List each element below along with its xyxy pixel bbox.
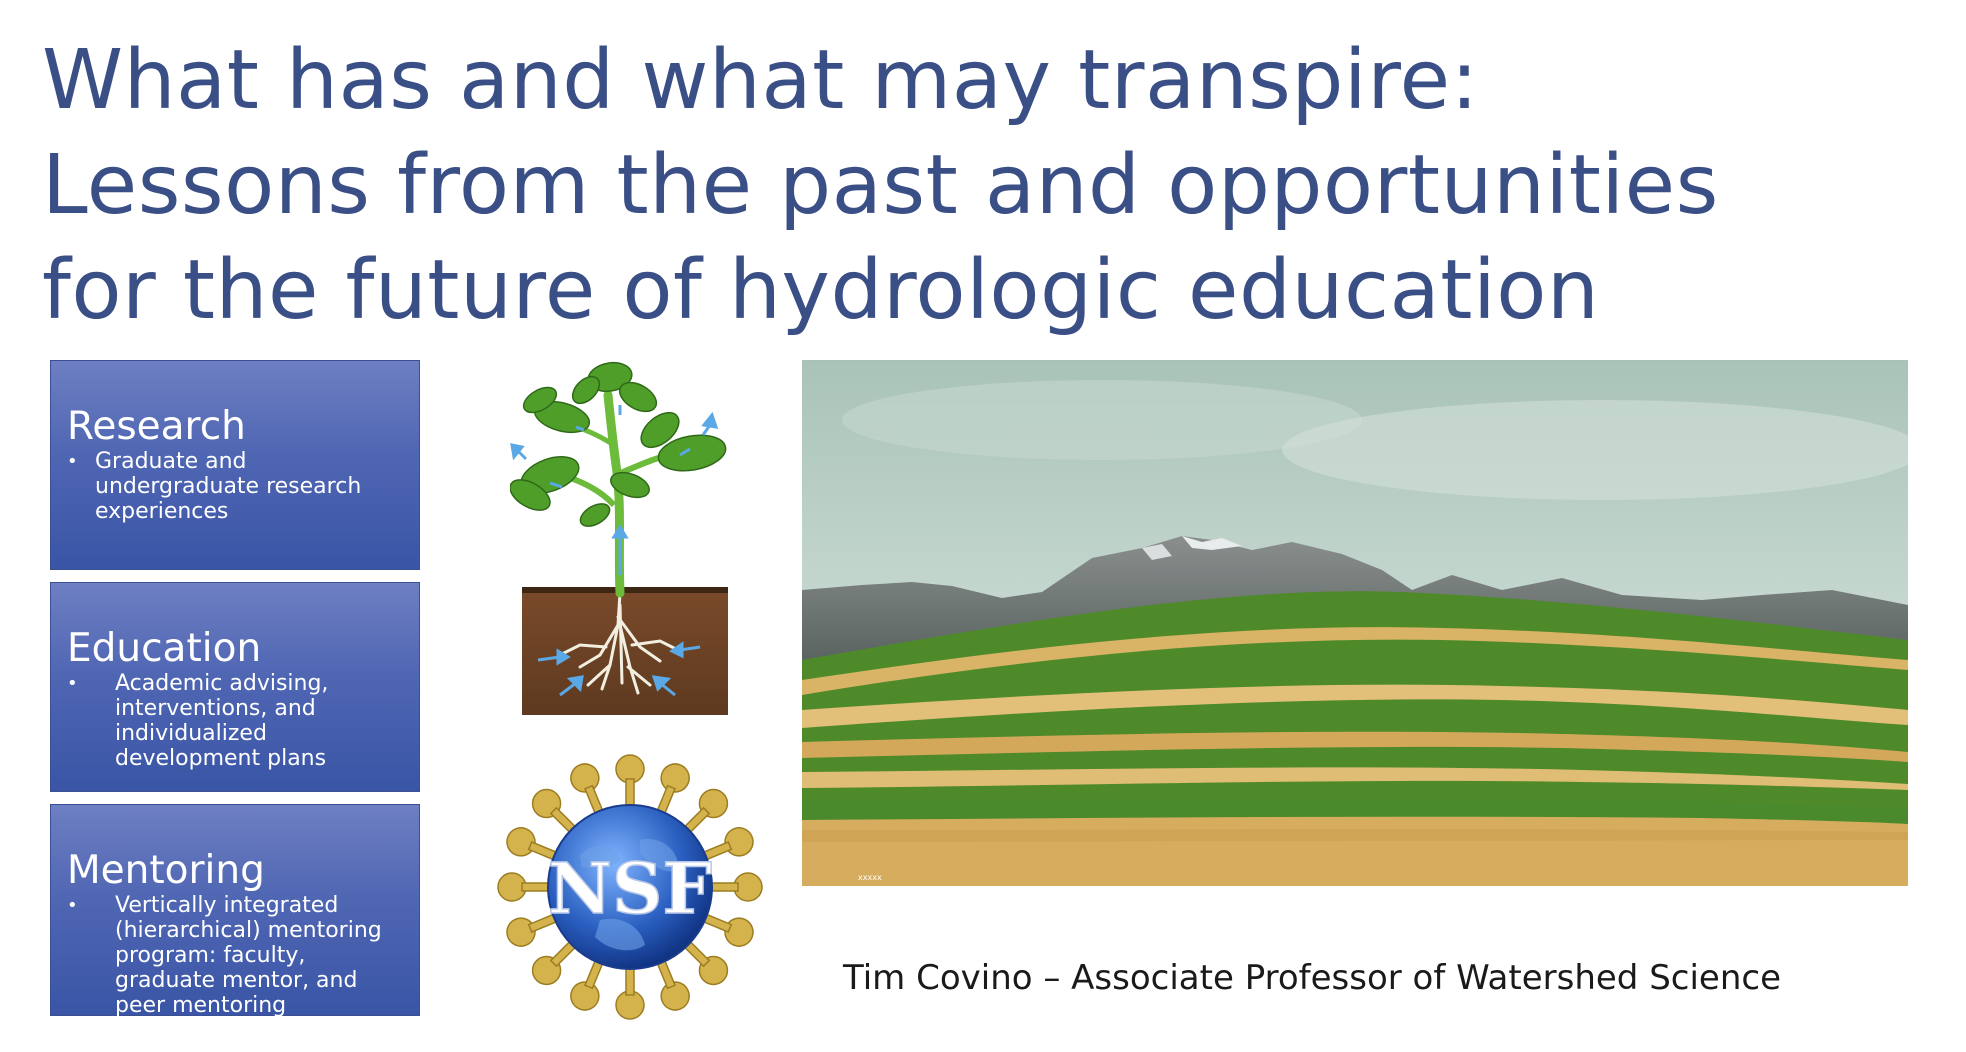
presenter-byline: Tim Covino – Associate Professor of Watershed Science <box>843 958 1781 998</box>
education-card <box>50 582 420 792</box>
plant-icon <box>510 355 740 720</box>
education-heading: Education <box>67 626 262 671</box>
education-bullet: • Academic advising, interventions, and individualized development plans <box>67 671 401 771</box>
nsf-seal-icon <box>490 745 770 1030</box>
title-line-3: for the future of hydrologic education <box>42 243 1600 338</box>
photo-credit: xxxxx <box>858 873 882 882</box>
research-bullets <box>67 449 401 524</box>
slide-title <box>42 28 1942 343</box>
mentoring-bullets <box>67 893 401 1018</box>
plant-transpiration-illustration <box>510 355 740 720</box>
mentoring-bullet: • Vertically integrated (hierarchical) mentoring program: faculty, graduate mentor, and peer mentoring <box>67 893 401 1018</box>
title-line-2: Lessons from the past and opportunities <box>42 138 1719 233</box>
rolling-fields-image <box>802 360 1908 886</box>
title-line-1: What has and what may transpire: <box>42 33 1479 128</box>
mentoring-card <box>50 804 420 1016</box>
nsf-logo <box>490 745 770 1030</box>
nsf-logo-text: NSF <box>547 847 713 930</box>
landscape-photo <box>802 360 1908 886</box>
research-bullet: • Graduate and undergraduate research experiences <box>67 449 401 524</box>
mentoring-heading: Mentoring <box>67 848 265 893</box>
education-bullets <box>67 671 401 771</box>
research-card <box>50 360 420 570</box>
research-heading: Research <box>67 404 246 449</box>
